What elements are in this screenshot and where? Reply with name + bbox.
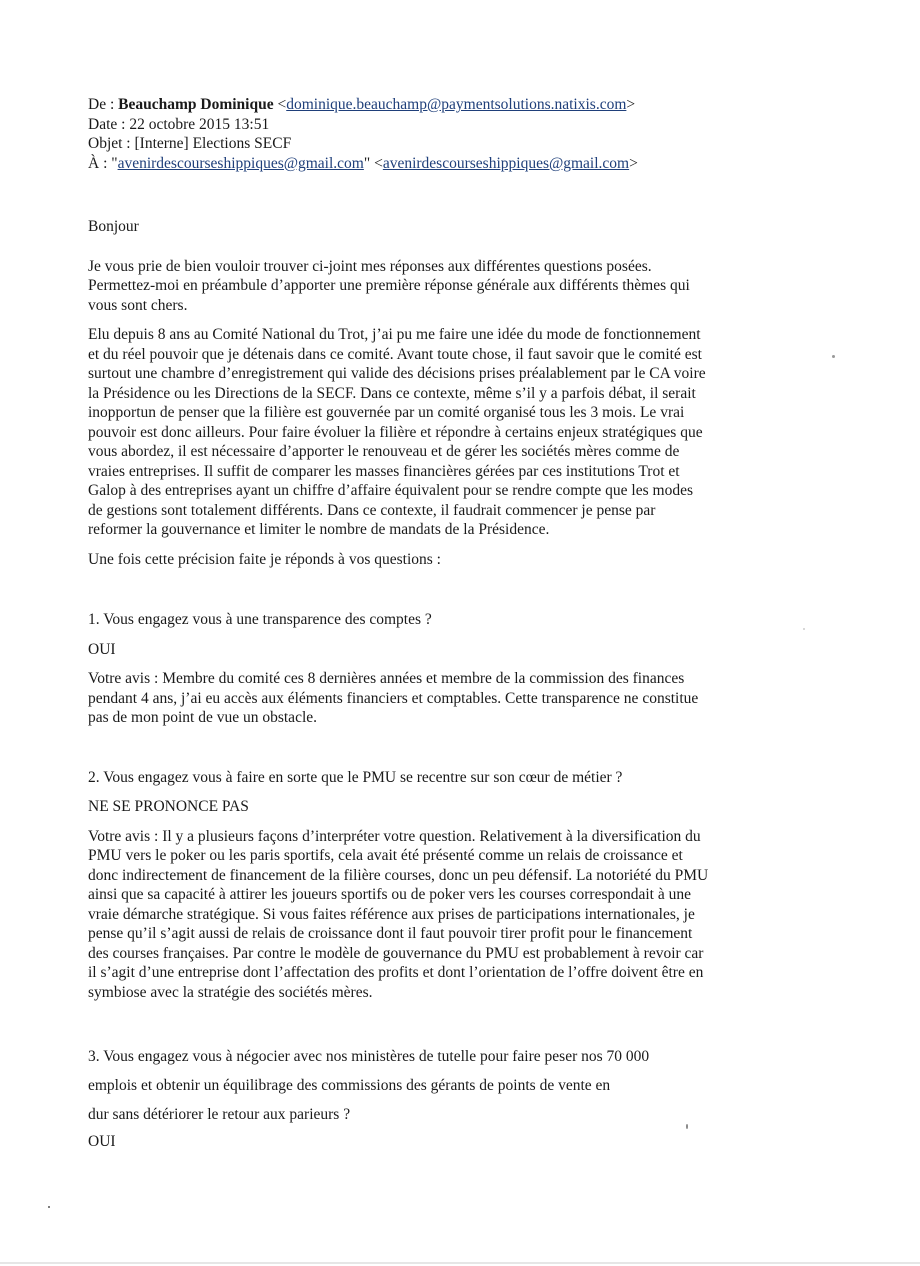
subject-label: Objet : bbox=[88, 135, 135, 152]
recipient-name-link[interactable]: avenirdescourseshippiques@gmail.com bbox=[117, 154, 364, 172]
paragraph-line: de gestions sont totalement différents. Dans ce contexte, il faudrait commencer je pense par bbox=[88, 501, 656, 519]
subject-line bbox=[88, 134, 788, 154]
greeting: Bonjour bbox=[88, 218, 139, 235]
opinion-line: symbiose avec la stratégie des sociétés mères. bbox=[88, 983, 373, 1001]
paragraph-line: Galop à des entreprises ayant un chiffre d’affaire équivalent pour se rendre compte que les modes bbox=[88, 482, 693, 499]
question-3-line: emplois et obtenir un équilibrage des commissions des gérants de points de vente en bbox=[88, 1077, 611, 1094]
paragraph-line: surtout une chambre d’enregistrement qui valide des décisions prises préalablement par le CA voire bbox=[88, 365, 706, 382]
opinion-line: pendant 4 ans, j’ai eu accès aux éléments financiers et comptables. Cette transparence ne constitue bbox=[88, 689, 699, 707]
answer-2: NE SE PRONONCE PAS bbox=[88, 798, 249, 815]
paragraph-line: la Présidence ou les Directions de la SECF. Dans ce contexte, même s’il y a parfois débat, il serait bbox=[88, 384, 696, 402]
opinion-line: il s’agit d’une entreprise dont l’affectation des profits et dont l’orientation de l’offre doivent être en bbox=[88, 964, 704, 981]
paragraph-line: et du réel pouvoir que je détenais dans ce comité. Avant toute chose, il faut savoir que le comité est bbox=[88, 345, 702, 363]
paragraph-line: vraies entreprises. Il suffit de comparer les masses financières gérées par ces institutions Trot et bbox=[88, 462, 680, 480]
page-bottom-edge bbox=[0, 1262, 920, 1264]
date-value: 22 octobre 2015 13:51 bbox=[129, 115, 270, 133]
paragraph-line: Elu depuis 8 ans au Comité National du Trot, j’ai pu me faire une idée du mode de fonctionnement bbox=[88, 326, 701, 343]
scan-speck bbox=[686, 1124, 688, 1129]
opinion-line: pense qu’il s’agit aussi de relais de croissance dont il faut pouvoir tirer profit pour le financement bbox=[88, 925, 693, 942]
opinion-line: des courses françaises. Par contre le modèle de gouvernance du PMU est probablement à revoir car bbox=[88, 944, 704, 962]
paragraph-line: reformer la gouvernance et limiter le nombre de mandats de la Présidence. bbox=[88, 521, 550, 538]
email-document bbox=[88, 95, 788, 1155]
opinion-2 bbox=[88, 827, 788, 1003]
date-line bbox=[88, 115, 788, 135]
context-paragraph bbox=[88, 325, 788, 540]
intro-paragraph bbox=[88, 257, 788, 316]
from-line: De : Beauchamp Dominique <dominique.beauchamp@paymentsolutions.natixis.com> bbox=[88, 96, 636, 113]
question-3-line: 3. Vous engagez vous à négocier avec nos ministères de tutelle pour faire peser nos 70 000 bbox=[88, 1048, 650, 1065]
scan-speck bbox=[48, 1206, 50, 1208]
transition-text: Une fois cette précision faite je réponds à vos questions : bbox=[88, 550, 441, 568]
intro-line: Je vous prie de bien vouloir trouver ci-joint mes réponses aux différentes questions posées. bbox=[88, 257, 652, 275]
opinion-line: ainsi que sa capacité à attirer les joueurs sportifs ou de poker vers les courses correspondait à une bbox=[88, 886, 691, 903]
opinion-line: PMU vers le poker ou les paris sportifs, cela avait été présenté comme un relais de croissance et bbox=[88, 847, 683, 864]
opinion-line: Votre avis : Il y a plusieurs façons d’interpréter votre question. Relativement à la diversification du bbox=[88, 827, 701, 845]
recipient-email-link[interactable]: avenirdescourseshippiques@gmail.com bbox=[382, 154, 630, 172]
opinion-line: donc indirectement de financement de la filière courses, donc un peu défensif. La notoriété du PMU bbox=[88, 866, 709, 884]
question-3-line: dur sans détériorer le retour aux parieurs ? bbox=[88, 1106, 351, 1123]
to-label: À : bbox=[88, 154, 112, 172]
scan-speck bbox=[832, 355, 835, 358]
paragraph-line: pouvoir est donc ailleurs. Pour faire évoluer la filière et répondre à certains enjeux stratégiques que bbox=[88, 423, 703, 441]
opinion-1 bbox=[88, 669, 788, 728]
from-label: De : bbox=[88, 96, 119, 113]
paragraph-line: inopportun de penser que la filière est gouvernée par un comité organisé tous les 3 mois. Le vrai bbox=[88, 404, 685, 421]
answer-1: OUI bbox=[88, 640, 116, 658]
opinion-line: Votre avis : Membre du comité ces 8 dernières années et membre de la commission des finances bbox=[88, 670, 685, 687]
sender-email-link[interactable]: dominique.beauchamp@paymentsolutions.natixis.com bbox=[286, 96, 627, 113]
question-2-block bbox=[88, 768, 788, 1003]
intro-line: vous sont chers. bbox=[88, 296, 188, 314]
question-2: 2. Vous engagez vous à faire en sorte que le PMU se recentre sur son cœur de métier ? bbox=[88, 768, 623, 786]
date-label: Date : bbox=[88, 115, 130, 133]
intro-line: Permettez-moi en préambule d’apporter une première réponse générale aux différents thèmes qui bbox=[88, 277, 690, 294]
sender-name: Beauchamp Dominique bbox=[118, 96, 274, 113]
to-line: À : "avenirdescourseshippiques@gmail.com" <avenirdescourseshippiques@gmail.com> bbox=[88, 154, 638, 172]
scan-speck bbox=[803, 628, 805, 630]
paragraph-line: vous abordez, il est nécessaire d’apporter le renouveau et de gérer les sociétés mères comme de bbox=[88, 443, 680, 460]
question-1: 1. Vous engagez vous à une transparence des comptes ? bbox=[88, 611, 432, 628]
answer-3: OUI bbox=[88, 1133, 116, 1150]
opinion-line: pas de mon point de vue un obstacle. bbox=[88, 709, 318, 726]
opinion-line: vraie démarche stratégique. Si vous faites référence aux prises de participations internationales, je bbox=[88, 905, 695, 923]
question-1-block bbox=[88, 610, 788, 728]
question-3-block bbox=[88, 1042, 788, 1155]
subject-value: [Interne] Elections SECF bbox=[134, 135, 292, 152]
